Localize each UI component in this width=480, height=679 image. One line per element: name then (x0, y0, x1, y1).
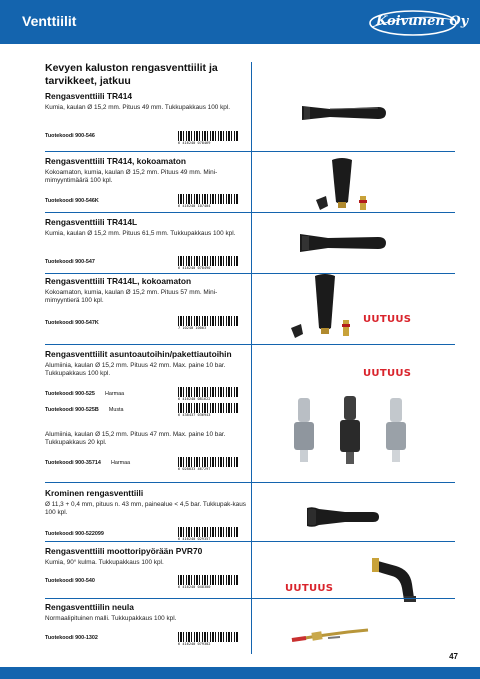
page-header (0, 0, 480, 44)
code-label: Tuotekoodi 900-525B (45, 407, 99, 413)
barcode-digits: 6 416240 078469 (178, 141, 211, 145)
separator (45, 212, 455, 213)
product-description: Kumia, 90° kulma. Tukkupakkaus 100 kpl. (45, 559, 164, 566)
color-label: Harmaa (110, 460, 131, 466)
barcode (178, 403, 238, 417)
metal-valves-image (286, 392, 426, 472)
product-title: Rengasventtiilin neula (45, 602, 134, 612)
separator (45, 598, 455, 599)
product-description: Kumia, kaulan Ø 15,2 mm. Pituus 49 mm. Tukkupakkaus 100 kpl. (45, 104, 231, 111)
barcode (178, 527, 238, 541)
product-description: Alumiinia, kaulan Ø 15,2 mm. Pituus 42 mm. Max. paine 10 bar. Tukkupakkaus 100 kpl. (45, 362, 226, 378)
product-title: Rengasventtiili TR414 (45, 91, 133, 101)
valve-kit-tr414-image (312, 154, 382, 214)
product-code (45, 391, 124, 397)
page-footer (0, 667, 480, 679)
section-title: Kevyen kaluston rengasventtiilit ja tarvikkeet, jatkuu (45, 62, 218, 87)
product-tr414 (45, 91, 251, 145)
barcode-digits: 6 416240 048300 (178, 585, 211, 589)
product-code: Tuotekoodi 900-546K (45, 198, 99, 204)
product-description: Kokoamaton, kumia, kaulan Ø 15,2 mm. Pituus 49 mm. Mini-mimyyntimäärä 100 kpl. (45, 169, 218, 185)
barcode-digits: 6 416240 029357 (178, 537, 211, 541)
product-tr414l-unassembled (45, 276, 251, 330)
chrome-valve-image (305, 502, 385, 532)
valve-kit-tr414l-image (285, 272, 365, 342)
color-label: Harmaa (104, 391, 125, 397)
product-code: Tuotekoodi 900-522099 (45, 531, 104, 537)
barcode-digits: 6 028033 467297 (178, 467, 211, 471)
new-badge: UUTUUS (285, 583, 334, 594)
product-chrome-valve (45, 488, 251, 541)
product-code: Tuotekoodi 900-547 (45, 259, 95, 265)
product-title: Rengasventtiili moottoripyörään PVR70 (45, 546, 203, 556)
product-code (45, 460, 130, 466)
barcode-digits: 6 438437 036943 (178, 413, 211, 417)
product-code: Tuotekoodi 900-540 (45, 578, 95, 584)
barcode (178, 256, 238, 270)
barcode (178, 575, 238, 589)
valve-tr414l-image (298, 228, 388, 258)
product-description-2: Alumiinia, kaulan Ø 15,2 mm. Pituus 47 mm. Max. paine 10 bar. Tukkupakkaus 20 kpl. (45, 431, 226, 447)
product-code (45, 407, 124, 413)
barcode-digits: 7 10240 10003 (178, 326, 207, 330)
new-badge: UUTUUS (363, 368, 412, 379)
barcode (178, 194, 238, 208)
code-label: Tuotekoodi 900-35714 (45, 460, 101, 466)
separator (45, 541, 455, 542)
product-motorhome-valves (45, 349, 251, 471)
product-title: Rengasventtiilit asuntoautoihin/pakettiautoihin (45, 349, 232, 359)
product-code: Tuotekoodi 900-1302 (45, 635, 98, 641)
product-title: Krominen rengasventtiili (45, 488, 144, 498)
barcode (178, 387, 238, 401)
separator (45, 151, 455, 152)
barcode (178, 316, 238, 330)
barcode (178, 632, 238, 646)
code-label: Tuotekoodi 900-525 (45, 391, 95, 397)
color-label: Musta (108, 407, 124, 413)
motorcycle-valve-image (370, 550, 450, 605)
barcode-digits: 6 416240 107404 (178, 204, 211, 208)
page-number: 47 (449, 652, 458, 661)
barcode (178, 131, 238, 145)
barcode-digits: 6 416240 078490 (178, 266, 211, 270)
product-title: Rengasventtiili TR414, kokoamaton (45, 156, 187, 166)
header-title: Venttiilit (22, 13, 77, 29)
product-description: Ø 11,3 + 0,4 mm, pituus n. 43 mm, painealue < 4,5 bar. Tukkupak-kaus 100 kpl. (45, 501, 246, 517)
barcode (178, 457, 238, 471)
logo-text: Koivunen Oy (376, 14, 469, 29)
barcode-digits: 6 416240 081622 (178, 397, 211, 401)
product-title: Rengasventtiili TR414L (45, 217, 138, 227)
separator (45, 482, 455, 483)
product-pvr70 (45, 546, 251, 589)
product-code: Tuotekoodi 900-547K (45, 320, 99, 326)
product-title: Rengasventtiili TR414L, kokoamaton (45, 276, 192, 286)
company-logo (368, 8, 469, 38)
new-badge: UUTUUS (363, 314, 412, 325)
product-tr414l (45, 217, 251, 270)
barcode-digits: 6 416240 079302 (178, 642, 211, 646)
product-description: Normaalipituinen malli. Tukkupakkaus 100 kpl. (45, 615, 177, 622)
valve-core-image (288, 622, 374, 650)
product-code: Tuotekoodi 900-546 (45, 133, 95, 139)
product-valve-core (45, 602, 251, 646)
valve-tr414-image (300, 98, 390, 128)
product-description: Kokoamaton, kumia, kaulan Ø 15,2 mm. Pituus 57 mm. Mini-mimyyntierä 100 kpl. (45, 289, 218, 305)
separator (45, 273, 455, 274)
product-description: Kumia, kaulan Ø 15,2 mm. Pituus 61,5 mm. Tukkupakkaus 100 kpl. (45, 230, 236, 237)
product-tr414-unassembled (45, 156, 251, 208)
separator (45, 344, 455, 345)
